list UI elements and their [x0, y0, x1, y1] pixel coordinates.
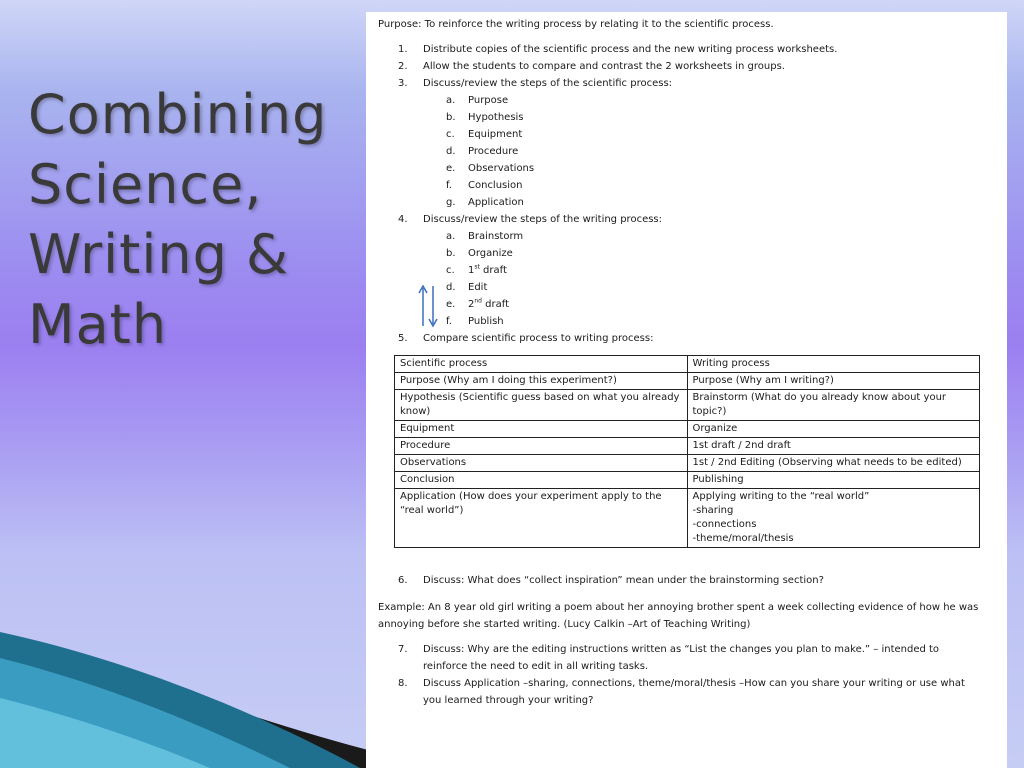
list-item: d. Edit — [446, 282, 488, 293]
purpose-text: Purpose: To reinforce the writing process by relating it to the scientific process. — [378, 19, 774, 30]
list-item — [378, 58, 995, 75]
title-line: Writing & — [28, 223, 290, 286]
table-row — [395, 356, 980, 373]
step-text: Discuss Application –sharing, connections, theme/moral/thesis –How can you share your writing or use what you learned through your writing? — [423, 678, 965, 706]
step-number: 3. — [398, 78, 408, 89]
table-cell: 1st draft / 2nd draft — [687, 438, 980, 455]
list-item: c. Equipment — [446, 129, 523, 140]
list-item — [378, 675, 995, 709]
step-text: Distribute copies of the scientific process and the new writing process worksheets. — [423, 44, 838, 55]
table-cell: Equipment — [395, 421, 688, 438]
table-cell: Procedure — [395, 438, 688, 455]
decorative-swoosh — [0, 628, 380, 768]
lesson-document — [366, 12, 1007, 768]
example-paragraph: Example: An 8 year old girl writing a poem about her annoying brother spent a week collecting evidence of how he was annoying before she started writing. (Lucy Calkin –Art of Teaching Writing) — [378, 602, 979, 630]
step-number: 8. — [398, 678, 408, 689]
table-row — [395, 421, 980, 438]
discussion-steps — [378, 641, 995, 709]
table-cell: Purpose (Why am I doing this experiment?) — [395, 373, 688, 390]
table-cell: Observations — [395, 455, 688, 472]
table-cell: 1st / 2nd Editing (Observing what needs to be edited) — [687, 455, 980, 472]
list-item: a. Purpose — [446, 95, 509, 106]
list-item: c. 1st draft — [446, 263, 507, 276]
step-number: 6. — [398, 575, 408, 586]
table-row — [395, 390, 980, 421]
slide-title — [28, 80, 358, 360]
step-text: Compare scientific process to writing process: — [423, 333, 654, 344]
table-row — [395, 438, 980, 455]
title-line: Combining — [28, 83, 328, 146]
step-number: 1. — [398, 44, 408, 55]
table-row — [395, 489, 980, 548]
table-cell: Writing process — [687, 356, 980, 373]
title-line: Math — [28, 293, 168, 356]
table-cell: Applying writing to the “real world” -sharing -connections -theme/moral/thesis — [687, 489, 980, 548]
list-item: e. Observations — [446, 163, 535, 174]
table-cell: Application (How does your experiment apply to the “real world”) — [395, 489, 688, 548]
table-cell: Publishing — [687, 472, 980, 489]
step-number: 2. — [398, 61, 408, 72]
list-item: b. Hypothesis — [446, 112, 524, 123]
list-item — [378, 75, 995, 211]
list-item: e. 2nd draft — [446, 297, 510, 310]
list-item: f. Conclusion — [446, 180, 523, 191]
list-item — [378, 211, 995, 330]
discussion-steps — [378, 572, 995, 589]
lesson-steps — [378, 41, 995, 347]
list-item: d. Procedure — [446, 146, 519, 157]
cycle-arrows-icon — [418, 284, 440, 328]
step-text: Discuss/review the steps of the writing process: — [423, 214, 663, 225]
list-item — [378, 41, 995, 58]
table-cell: Purpose (Why am I writing?) — [687, 373, 980, 390]
title-line: Science, — [28, 153, 263, 216]
table-row — [395, 472, 980, 489]
step-text: Discuss: Why are the editing instructions written as “List the changes you plan to make.” – intended to reinforce the need to edit in all writing tasks. — [423, 644, 940, 672]
table-cell: Scientific process — [395, 356, 688, 373]
table-row — [395, 455, 980, 472]
table-cell: Hypothesis (Scientific guess based on what you already know) — [395, 390, 688, 421]
table-cell: Organize — [687, 421, 980, 438]
step-number: 4. — [398, 214, 408, 225]
scientific-steps-list — [423, 92, 995, 211]
list-item: b. Organize — [446, 248, 513, 259]
step-number: 5. — [398, 333, 408, 344]
list-item — [378, 641, 995, 675]
step-text: Discuss: What does “collect inspiration” mean under the brainstorming section? — [423, 575, 824, 586]
list-item — [378, 330, 995, 347]
table-cell: Conclusion — [395, 472, 688, 489]
list-item: a. Brainstorm — [446, 231, 524, 242]
list-item — [378, 572, 995, 589]
table-cell: Brainstorm (What do you already know about your topic?) — [687, 390, 980, 421]
list-item: g. Application — [446, 197, 524, 208]
table-row — [395, 373, 980, 390]
comparison-table — [394, 355, 980, 548]
step-text: Allow the students to compare and contrast the 2 worksheets in groups. — [423, 61, 785, 72]
step-number: 7. — [398, 644, 408, 655]
step-text: Discuss/review the steps of the scientific process: — [423, 78, 673, 89]
writing-steps-list — [423, 228, 995, 330]
list-item: f. Publish — [446, 316, 504, 327]
